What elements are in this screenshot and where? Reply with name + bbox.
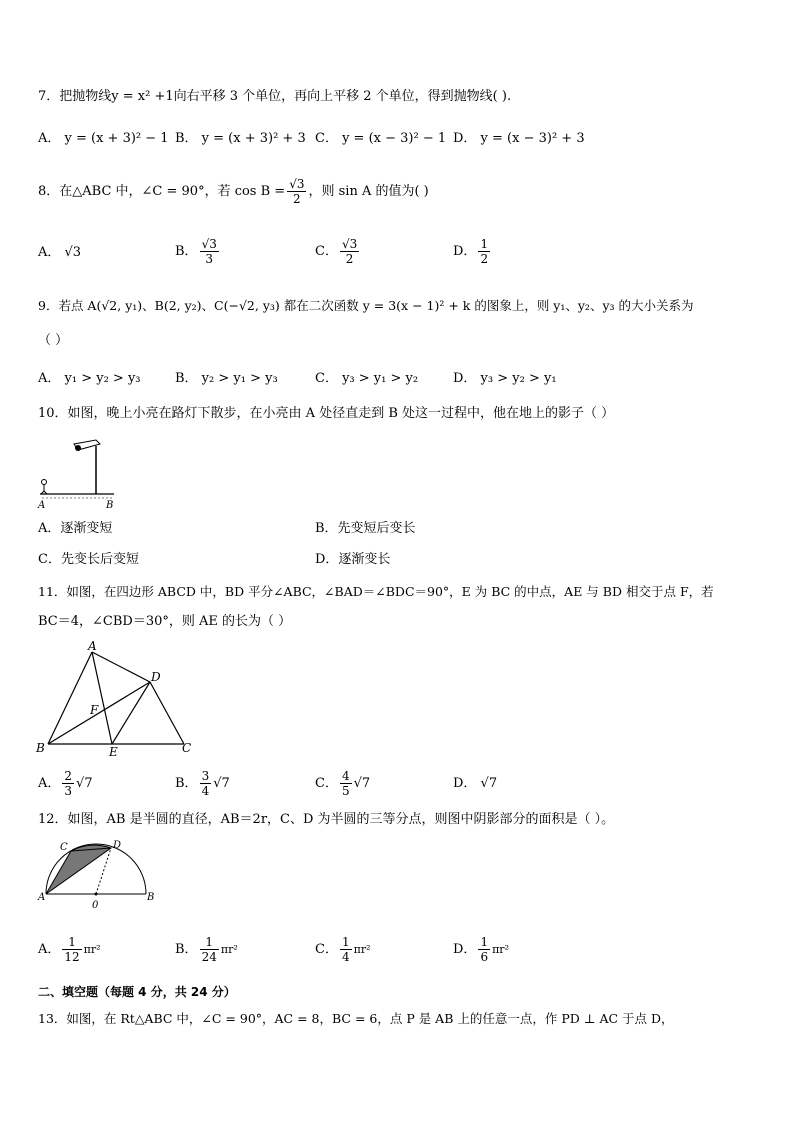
q12-option-a-frac <box>62 935 81 964</box>
q7-option-a: A． y = (x + 3)² − 1 <box>38 131 169 146</box>
q9-option-d: D． y₃ > y₂ > y₁ <box>453 371 557 386</box>
q12-option-b-den: 24 <box>201 950 217 964</box>
q12-option-b-tail: πr² <box>220 943 238 956</box>
q12-option-c-frac <box>340 935 352 964</box>
q11-stem-2: BC＝4，∠CBD＝30°，则 AE 的长为（ ） <box>38 614 292 629</box>
q12-option-b <box>175 932 238 968</box>
q11-segment-dc <box>150 682 184 744</box>
q8-option-c-label: C． <box>315 244 338 259</box>
q8-option-c <box>315 234 361 270</box>
q8-option-b-num: √3 <box>201 237 217 251</box>
q9-answer-paren: （ ） <box>38 333 69 348</box>
q8-fraction <box>287 177 306 206</box>
q10-person-head <box>42 480 47 485</box>
q11-option-b-label: B． <box>175 776 198 791</box>
q11-option-a-den: 3 <box>64 784 73 798</box>
q8-stem-b: ，则 sin A 的值为( ) <box>308 184 429 199</box>
q12-label-c: C <box>60 842 68 853</box>
q10-option-b: B．先变短后变长 <box>315 521 416 536</box>
q10-label-a: A <box>38 500 46 511</box>
q8-option-b-den: 3 <box>205 252 214 266</box>
q11-figure <box>34 638 204 760</box>
q12-option-d <box>453 932 509 968</box>
q8-option-d-label: D． <box>453 244 477 259</box>
q10-lamp-bulb <box>75 445 81 451</box>
q12-figure <box>34 838 158 914</box>
q8-option-a: A． √3 <box>38 245 82 260</box>
q11-label-e: E <box>109 745 118 759</box>
q11-option-c-den: 5 <box>341 784 350 798</box>
q8-option-c-den: 2 <box>345 252 354 266</box>
q7-option-d: D． y = (x − 3)² + 3 <box>453 131 585 146</box>
q11-label-c: C <box>182 741 192 755</box>
q11-option-c-root: √7 <box>353 776 371 791</box>
q12-option-b-label: B． <box>175 942 198 957</box>
q8-option-b-frac <box>200 237 219 266</box>
q12-option-c-label: C． <box>315 942 338 957</box>
q12-center-point <box>95 893 98 896</box>
q9-option-c: C． y₃ > y₁ > y₂ <box>315 371 419 386</box>
q12-option-c <box>315 932 371 968</box>
q12-label-d: D <box>113 840 122 851</box>
q9-option-a: A． y₁ > y₂ > y₃ <box>38 371 141 386</box>
q12-option-a-den: 12 <box>64 950 80 964</box>
q12-label-b: B <box>147 892 155 903</box>
q12-shaded-region <box>46 845 111 894</box>
q11-option-a <box>38 766 93 802</box>
q8-frac-den: 2 <box>293 192 301 206</box>
q8-option-d <box>453 234 492 270</box>
q12-option-a-label: A． <box>38 942 61 957</box>
q12-option-b-num: 1 <box>200 935 219 950</box>
q10-stem: 10．如图，晚上小亮在路灯下散步，在小亮由 A 处径直走到 B 处这一过程中，他在地上的影子（ ） <box>38 406 615 421</box>
q10-option-c: C．先变长后变短 <box>38 552 139 567</box>
q7-option-c: C． y = (x − 3)² − 1 <box>315 131 447 146</box>
q12-option-c-num: 1 <box>341 935 350 949</box>
q13-stem: 13．如图，在 Rt△ABC 中，∠C = 90°，AC = 8，BC = 6，点 P 是 AB 上的任意一点，作 PD ⊥ AC 于点 D， <box>38 1011 674 1026</box>
q12-option-c-tail: πr² <box>353 943 371 956</box>
q11-option-b-num: 3 <box>201 769 210 783</box>
q11-label-b: B <box>36 741 45 755</box>
q11-option-b-root: √7 <box>213 776 230 791</box>
q12-option-a <box>38 932 101 968</box>
q11-option-c-frac <box>340 769 352 798</box>
q8-option-b <box>175 234 221 270</box>
q11-option-b-frac <box>200 769 212 798</box>
q8-stem <box>38 172 429 212</box>
q11-option-c-num: 4 <box>341 769 350 783</box>
q9-option-b: B． y₂ > y₁ > y₃ <box>175 371 278 386</box>
q7-stem: 7．把抛物线y = x² +1向右平移 3 个单位，再向上平移 2 个单位，得到抛物线( ). <box>38 89 512 104</box>
q11-option-a-frac <box>62 769 74 798</box>
q11-stem: 11．如图，在四边形 ABCD 中，BD 平分∠ABC，∠BAD＝∠BDC＝90°，E 为 BC 的中点，AE 与 BD 相交于点 F，若 <box>38 584 714 599</box>
q12-option-d-tail: πr² <box>492 943 509 956</box>
q10-option-d: D．逐渐变长 <box>315 552 391 567</box>
q8-option-c-frac <box>340 237 359 266</box>
q12-option-a-num: 1 <box>62 935 81 950</box>
q11-option-c-label: C． <box>315 776 338 791</box>
q11-label-f: F <box>90 703 99 717</box>
q10-label-b: B <box>106 500 114 511</box>
q12-label-o: 0 <box>92 900 99 911</box>
q11-segment-ad <box>92 652 150 682</box>
q12-option-d-den: 6 <box>480 950 489 964</box>
q10-option-a: A．逐渐变短 <box>38 521 113 536</box>
q12-stem: 12．如图，AB 是半圆的直径，AB＝2r，C、D 为半圆的三等分点，则图中阴影部分的面积是（ ）。 <box>38 812 615 827</box>
q9-stem: 9．若点 A(√2, y₁)、B(2, y₂)、C(−√2, y₃) 都在二次函数 y = 3(x − 1)² + k 的图象上，则 y₁、y₂、y₃ 的大小关系为 <box>38 298 694 313</box>
q8-option-d-frac <box>478 237 490 266</box>
q11-option-b <box>175 766 230 802</box>
q8-option-b-label: B． <box>175 244 198 259</box>
q12-option-d-frac <box>478 935 490 964</box>
q12-option-d-num: 1 <box>480 935 489 949</box>
q8-frac-num: √3 <box>289 177 305 191</box>
q11-option-c <box>315 766 370 802</box>
q8-option-d-num: 1 <box>480 237 489 251</box>
q11-label-a: A <box>88 639 97 653</box>
q11-option-b-den: 4 <box>201 784 210 798</box>
q11-label-d: D <box>151 670 161 684</box>
q7-option-b: B． y = (x + 3)² + 3 <box>175 131 306 146</box>
q11-segment-ae <box>92 652 112 744</box>
section-heading-fill-blank: 二、填空题（每题 4 分，共 24 分） <box>38 985 236 999</box>
q8-option-d-den: 2 <box>480 252 489 266</box>
q10-figure <box>34 432 120 512</box>
q12-option-c-den: 4 <box>341 950 350 964</box>
q12-label-a: A <box>38 892 46 903</box>
q12-option-a-tail: πr² <box>83 943 101 956</box>
q11-option-d: D． √7 <box>453 776 498 791</box>
q11-option-a-label: A． <box>38 776 61 791</box>
q8-stem-a: 8．在△ABC 中，∠C = 90°，若 cos B = <box>38 184 286 199</box>
q12-option-d-label: D． <box>453 942 477 957</box>
q12-option-b-frac <box>200 935 219 964</box>
q11-option-a-num: 2 <box>64 769 73 783</box>
q11-option-a-root: √7 <box>76 776 93 791</box>
q11-segment-de <box>112 682 150 744</box>
q8-option-c-num: √3 <box>341 237 358 251</box>
